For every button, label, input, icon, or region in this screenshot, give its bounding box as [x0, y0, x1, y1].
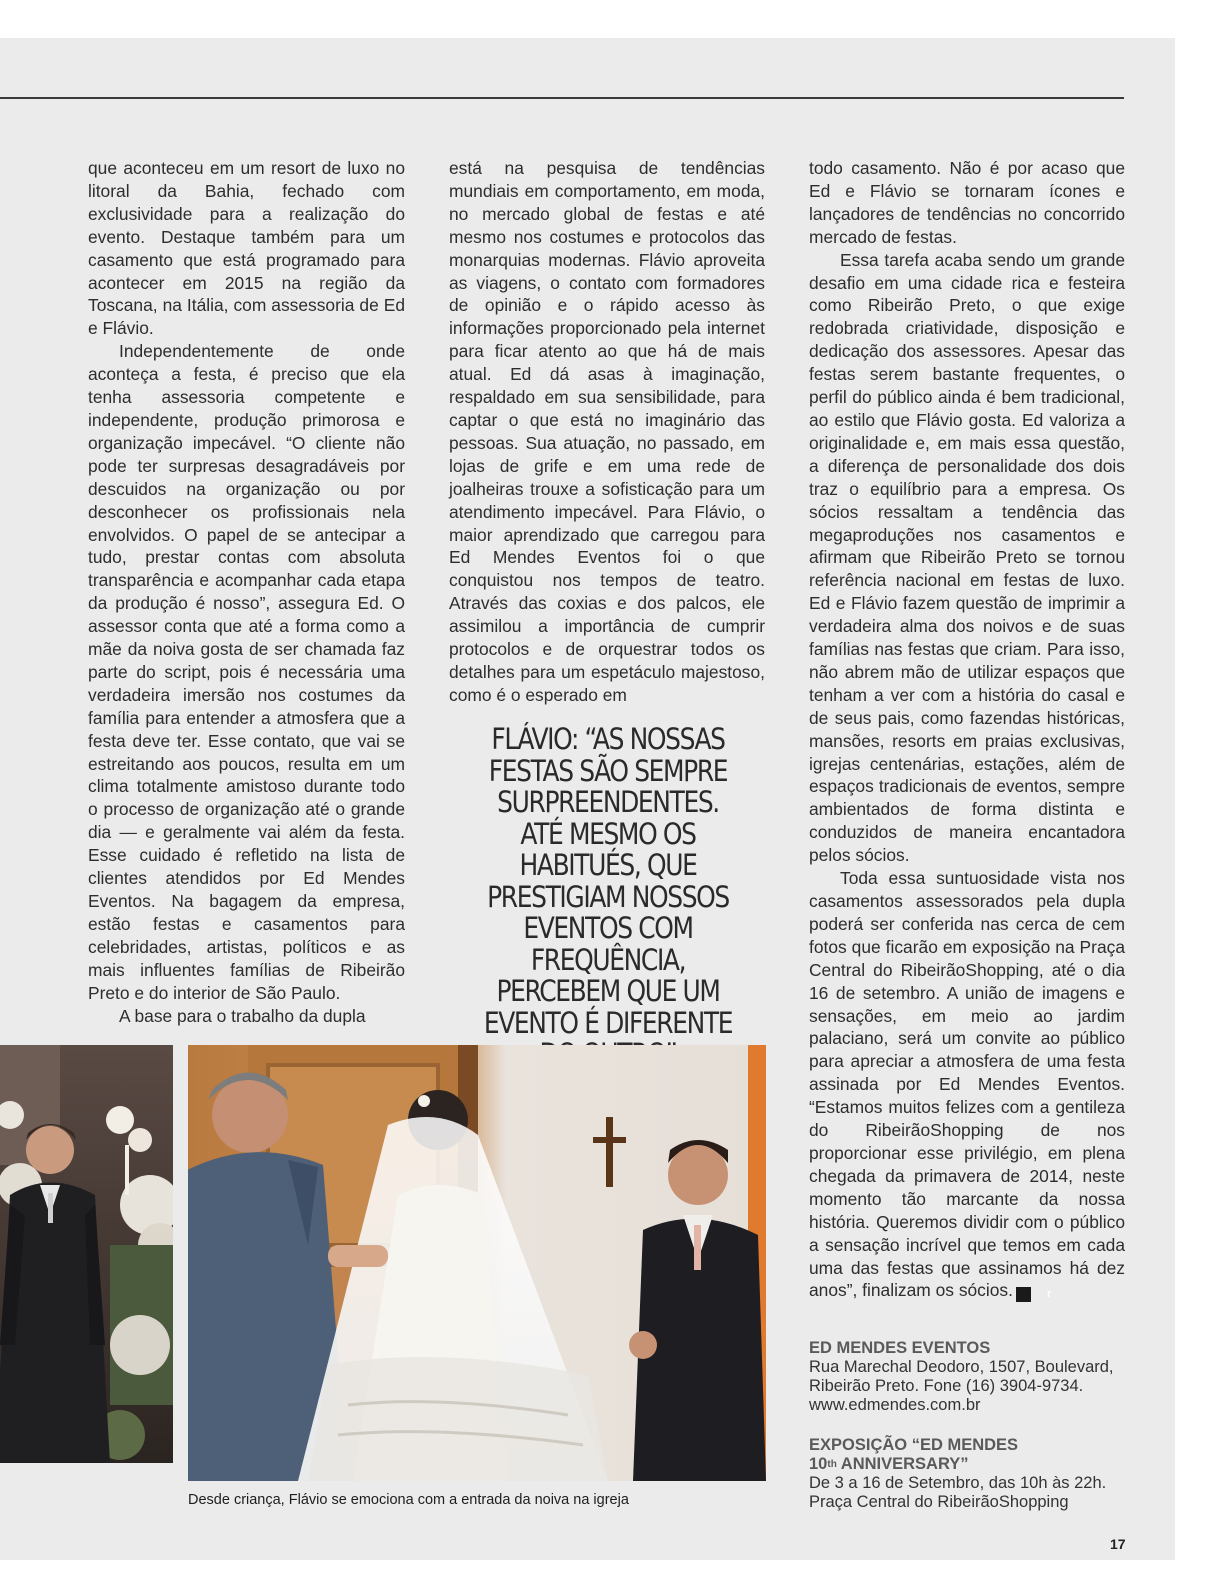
exhibition-heading-line2 — [809, 1455, 1106, 1474]
exhibition-dates: De 3 a 16 de Setembro, das 10h às 22h. — [809, 1474, 1107, 1492]
end-of-article-mark: r — [1016, 1287, 1031, 1302]
column1-paragraph-2: Independentemente de onde aconteça a festa, é preciso que ela tenha assessoria competente e independente, produção primorosa e organização impecável. “O cliente não pode ter surpresas desagradáveis por descuidos na organização ou por desconhecer os profissionais nela envolvidos. O papel de se antecipar a tudo, prestar contas com absoluta transparência e acompanhar cada etapa da produção é nosso”, assegura Ed. O assessor conta que até a forma como a mãe da noiva gosta de ser chamada faz parte do script, pois é necessária uma verdadeira imersão nos costumes da família para entender a atmosfera que a festa deve ter. Esse contato, que vai se estreitando aos poucos, resulta em um clima totalmente amistoso durante todo o processo de organização até o grande dia — e geralmente vai além da festa. Esse cuidado é refletido na lista de clientes atendidos por Ed Mendes Eventos. Na bagagem da empresa, estão festas e casamentos para celebridades, artistas, políticos e as mais influentes famílias de Ribeirão Preto e do interior de São Paulo. — [88, 341, 405, 1003]
article-column-2 — [449, 157, 765, 707]
column3-paragraph-3 — [809, 867, 1125, 1302]
page-number: 17 — [1110, 1536, 1126, 1552]
exhibition-number: 10 — [809, 1455, 828, 1473]
company-heading: ED MENDES EVENTOS — [809, 1339, 991, 1357]
exhibition-info-box — [809, 1436, 1106, 1512]
column1-paragraph-1: que aconteceu em um resort de luxo no litoral da Bahia, fechado com exclusividade para a realização do evento. Destaque também para um casamento que está programado para acontecer em 2015 na região da Toscana, na Itália, com assessoria de Ed e Flávio. — [88, 158, 405, 339]
photo-groom-flowers — [0, 1045, 173, 1463]
column3-paragraph-3-text: Toda essa suntuosidade vista nos casamentos assessorados pela dupla poderá ser conferida nas cerca de cem fotos que ficarão em exposição na Praça Central do RibeirãoShopping, até o dia 16 de setembro. A união de imagens e sensações, em meio ao jardim palaciano, será um convite ao público para apreciar a atmosfera de uma festa assinada por Ed Mendes Eventos. “Estamos muitos felizes com a gentileza do RibeirãoShopping de nos proporcionar esse privilégio, em plena chegada da primavera de 2014, neste momento tão marcante da nossa história. Queremos dividir com o público a sensação incrível que temos em cada uma das festas que assinamos há dez anos”, finalizam os sócios. — [809, 868, 1125, 1301]
company-info-box — [809, 1339, 1114, 1415]
header-rule — [0, 97, 1124, 99]
article-column-3 — [809, 157, 1125, 1302]
pull-quote: FLÁVIO: “AS NOSSAS FESTAS SÃO SEMPRE SURPREENDENTES. ATÉ MESMO OS HABITUÉS, QUE PRESTIGIAM NOSSOS EVENTOS COM FREQUÊNCIA, PERCEBEM QUE UM EVENTO É DIFERENTE — [483, 722, 733, 1040]
column3-paragraph-2: Essa tarefa acaba sendo um grande desafio em uma cidade rica e festeira como Ribeirão Preto, o que exige redobrada criatividade, disposição e dedicação dos assessores. Apesar das festas serem bastante frequentes, o perfil do público ainda é bem tradicional, ao estilo que Flávio gosta. Ed valoriza a originalidade e, em mais essa questão, a diferença de personalidade dos dois traz o equilíbrio para a empresa. Os sócios ressaltam a tendência das megaproduções nos casamentos e afirmam que Ribeirão Preto se tornou referência nacional em festas de luxo. Ed e Flávio fazem questão de imprimir a verdadeira alma dos noivos e de suas famílias nas festas que criam. Para isso, não abrem mão de utilizar espaços que tenham a ver com a história do casal e de seus pais, como fazendas históricas, mansões, resorts em praias exclusivas, igrejas centenárias, estações, além de espaços tradicionais de eventos, sempre ambientados de forma distinta e conduzidos de maneira encantadora pelos sócios. — [809, 249, 1125, 866]
exhibition-anniversary: ANNIVERSARY” — [836, 1455, 969, 1473]
exhibition-heading-line1: EXPOSIÇÃO “ED MENDES — [809, 1436, 1019, 1454]
column1-paragraph-3: A base para o trabalho da dupla — [119, 1005, 366, 1026]
article-column-1 — [88, 157, 405, 1027]
column2-paragraph-1: está na pesquisa de tendências mundiais em comportamento, em moda, no mercado global de festas e até mesmo nos costumes e protocolos das monarquias modernas. Flávio aproveita as viagens, o contato com formadores de opinião e o rápido acesso às informações proporcionado pela internet para ficar atento ao que há de mais atual. Ed dá asas à imaginação, respaldado em sua sensibilidade, para captar o que está no imaginário das pessoas. Sua atuação, no passado, em lojas de grife e em uma rede de joalheiras trouxe a sofisticação para um atendimento impecável. Para Flávio, o maior aprendizado que carregou para Ed Mendes Eventos foi o que conquistou nos tempos de teatro. Através das coxias e dos palcos, ele assimilou a importância de cumprir protocolos e de orquestrar todos os detalhes para um espetáculo majestoso, como é o esperado em — [449, 158, 765, 705]
exhibition-place: Praça Central do RibeirãoShopping — [809, 1493, 1069, 1511]
bride-entrance-photo-illustration — [188, 1045, 766, 1481]
column3-paragraph-1: todo casamento. Não é por acaso que Ed e Flávio se tornaram ícones e lançadores de tendências no concorrido mercado de festas. — [809, 158, 1125, 247]
photo-bride-entrance — [188, 1045, 766, 1481]
exhibition-ordinal: th — [827, 1459, 837, 1470]
company-address-line1: Rua Marechal Deodoro, 1507, Boulevard, — [809, 1358, 1114, 1376]
groom-photo-illustration — [0, 1045, 173, 1463]
company-address-line2: Ribeirão Preto. Fone (16) 3904-9734. — [809, 1377, 1084, 1395]
company-website[interactable]: www.edmendes.com.br — [809, 1396, 981, 1414]
photo-caption: Desde criança, Flávio se emociona com a entrada da noiva na igreja — [188, 1492, 629, 1508]
